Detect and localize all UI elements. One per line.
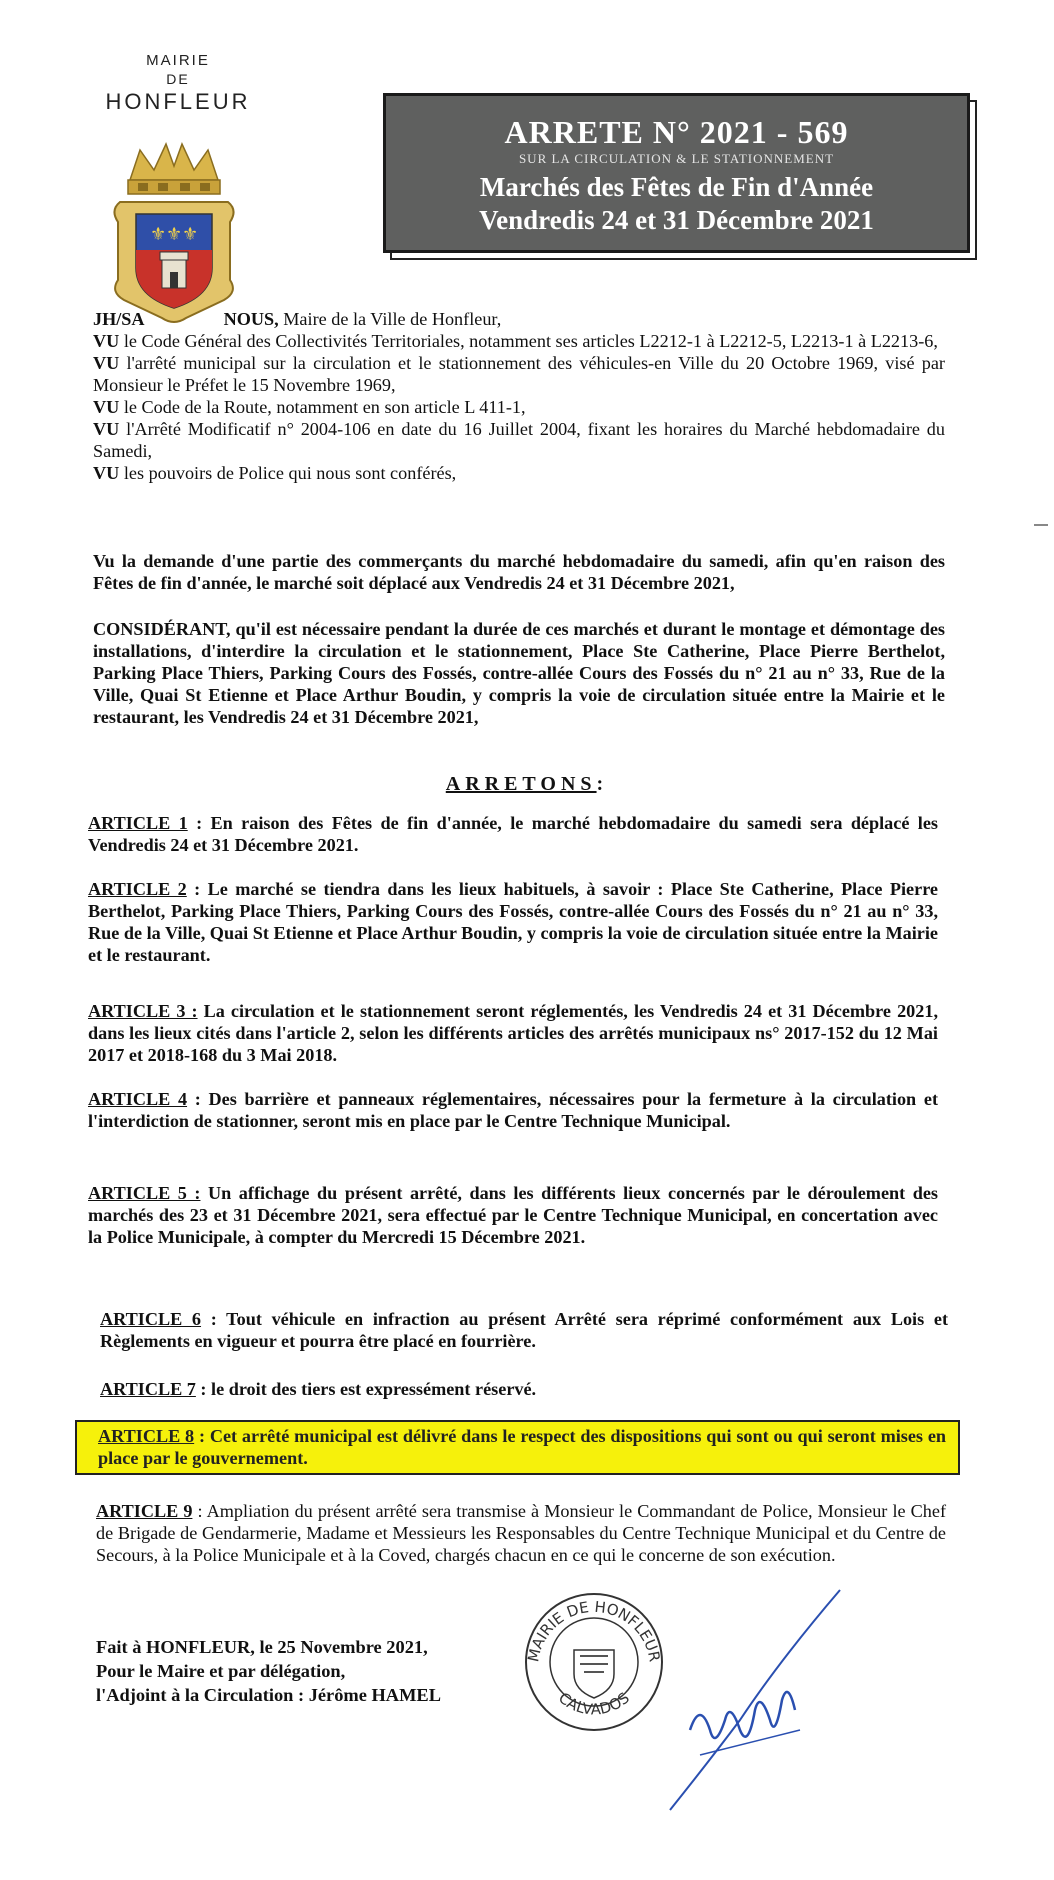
title-box [383, 93, 970, 253]
vu-line-2 [93, 352, 945, 396]
arrete-number: ARRETE N° 2021 - 569 [504, 114, 849, 150]
article-8 [98, 1425, 946, 1469]
article-text: : Tout véhicule en infraction au présent Arrêté sera réprimé conformément aux Lois et Règlements en vigueur et pourra être placé en fourrière. [100, 1309, 949, 1351]
vu-text: les pouvoirs de Police qui nous sont conférés, [119, 463, 457, 483]
article-9 [96, 1500, 946, 1566]
reference: JH/SA [93, 309, 145, 329]
arretons-heading [0, 773, 1054, 796]
arretons-label: ARRETONS [445, 773, 597, 795]
article-1 [88, 812, 938, 856]
signature-block [96, 1635, 441, 1707]
mairie-header [78, 52, 278, 115]
considerant-label: CONSIDÉRANT, [93, 619, 231, 639]
arrete-title: Marchés des Fêtes de Fin d'Année [479, 172, 874, 202]
article-label: ARTICLE 7 [100, 1379, 196, 1399]
signature-place-date: Fait à HONFLEUR, le 25 Novembre 2021, [96, 1637, 428, 1657]
vu-label: VU [93, 463, 120, 483]
arrete-subject: SUR LA CIRCULATION & LE STATIONNEMENT [518, 151, 835, 166]
article-label: ARTICLE 4 [88, 1089, 188, 1109]
svg-text:⚜: ⚜ [182, 224, 199, 245]
vu-text: l'Arrêté Modificatif n° 2004-106 en date du 16 Juillet 2004, fixant les horaires du Marché hebdomadaire du Samedi, [93, 419, 945, 461]
vu-line-3 [93, 396, 945, 418]
demande-paragraph [93, 550, 945, 594]
article-label: ARTICLE 9 [96, 1501, 193, 1521]
vu-line-5 [93, 462, 945, 484]
signature-name: l'Adjoint à la Circulation : Jérôme HAMEL [96, 1685, 441, 1705]
nous-label: NOUS, [223, 309, 279, 329]
considerant-body: qu'il est nécessaire pendant la durée de ces marchés et durant le montage et démontage des installations, d'interdire la circulation et le stationnement, Place Ste Catherine, Place Pierre Berthelot, Parking Place Thiers, Parking Cours des Fossés, contre-allée Cours des Fossés du n° 21 au n° 33, Rue de la Ville, Quai St Etienne et Place Arthur Boudin, y compris la voie de circulation située entre la Mairie et le restaurant, les Vendredis 24 et 31 Décembre 2021, [93, 619, 945, 727]
considerant-text [93, 618, 945, 728]
nous-line [93, 308, 945, 330]
article-label: ARTICLE 8 [98, 1426, 195, 1446]
article-2 [88, 878, 938, 966]
article-label: ARTICLE 2 [88, 879, 187, 899]
vu-label: VU [93, 397, 120, 417]
article-text: La circulation et le stationnement seront réglementés, les Vendredis 24 et 31 Décembre 2021, dans les lieux cités dans l'article 2, selon les différents articles des arrêtés municipaux ns° 2017-152 du 12 Mai 2017 et 2018-168 du 3 Mai 2018. [88, 1001, 938, 1065]
article-text: : Ampliation du présent arrêté sera transmise à Monsieur le Commandant de Police, Monsieur le Chef de Brigade de Gendarmerie, Madame et Messieurs les Responsables du Centre Technique Municipal et du Centre de Secours, à la Police Municipale et à la Coved, chargés chacun en ce qui le concerne de son exécution. [96, 1501, 947, 1565]
article-label: ARTICLE 1 [88, 813, 188, 833]
handwritten-signature [630, 1580, 860, 1820]
article-4 [88, 1088, 938, 1132]
article-5 [88, 1182, 938, 1248]
mairie-line3: HONFLEUR [105, 89, 251, 114]
demande-text: Vu la demande d'une partie des commerçants du marché hebdomadaire du samedi, afin qu'en raison des Fêtes de fin d'année, le marché soit déplacé aux Vendredis 24 et 31 Décembre 2021, [93, 551, 945, 593]
article-label: ARTICLE 6 [100, 1309, 202, 1329]
article-text: : Le marché se tiendra dans les lieux habituels, à savoir : Place Ste Catherine, Place Pierre Berthelot, Parking Place Thiers, Parking Cours des Fossés, contre-allée Cours des Fossés du n° 21 au n° 33, Rue de la Ville, Quai St Etienne et Place Arthur Boudin, y compris la voie de circulation située entre la Mairie et le restaurant. [88, 879, 939, 965]
considerant-paragraph [93, 618, 945, 728]
article-3 [88, 1000, 938, 1066]
vu-text: l'arrêté municipal sur la circulation et le stationnement des véhicules-en Ville du 20 Octobre 1969, visé par Monsieur le Préfet le 15 Novembre 1969, [93, 353, 945, 395]
svg-text:⚜: ⚜ [150, 224, 167, 245]
mairie-line1: MAIRIE [146, 52, 210, 69]
signature-delegation: Pour le Maire et par délégation, [96, 1661, 346, 1681]
vu-label: VU [93, 419, 120, 439]
margin-mark [1034, 524, 1048, 526]
vu-text: le Code Général des Collectivités Territoriales, notamment ses articles L2212-1 à L2212-5, L2213-1 à L2213-6, [119, 331, 938, 351]
article-text: : Cet arrêté municipal est délivré dans le respect des dispositions qui sont ou qui seront mises en place par le gouvernement. [98, 1426, 947, 1468]
vu-text: le Code de la Route, notamment en son article L 411-1, [119, 397, 526, 417]
article-label: ARTICLE 5 : [88, 1183, 201, 1203]
vu-line-1 [93, 330, 945, 352]
preamble [93, 308, 945, 484]
svg-text:CALVADOS: CALVADOS [555, 1688, 633, 1719]
mairie-line2: DE [166, 71, 190, 87]
article-text: : En raison des Fêtes de fin d'année, le marché hebdomadaire du samedi sera déplacé les Vendredis 24 et 31 Décembre 2021. [88, 813, 938, 855]
article-text: : Des barrière et panneaux réglementaires, nécessaires pour la fermeture à la circulation et l'interdiction de stationner, seront mis en place par le Centre Technique Municipal. [88, 1089, 938, 1131]
article-6 [100, 1308, 948, 1352]
arrete-dates: Vendredis 24 et 31 Décembre 2021 [479, 205, 874, 235]
article-text: Un affichage du présent arrêté, dans les différents lieux concernés par le déroulement des marchés des 23 et 31 Décembre 2021, sera effectué par le Centre Technique Municipal, en concertation avec la Police Municipale, à compter du Mercredi 15 Décembre 2021. [88, 1183, 938, 1247]
arretons-colon: : [596, 773, 609, 795]
article-text: : le droit des tiers est expressément réservé. [195, 1379, 537, 1399]
vu-line-4 [93, 418, 945, 462]
article-7 [100, 1378, 948, 1400]
vu-label: VU [93, 331, 120, 351]
article-label: ARTICLE 3 : [88, 1001, 198, 1021]
nous-text: Maire de la Ville de Honfleur, [278, 309, 502, 329]
vu-label: VU [93, 353, 120, 373]
svg-text:⚜: ⚜ [166, 224, 183, 245]
svg-text:MAIRIE DE HONFLEUR: MAIRIE DE HONFLEUR [524, 1597, 664, 1664]
coat-of-arms-icon [110, 140, 238, 330]
